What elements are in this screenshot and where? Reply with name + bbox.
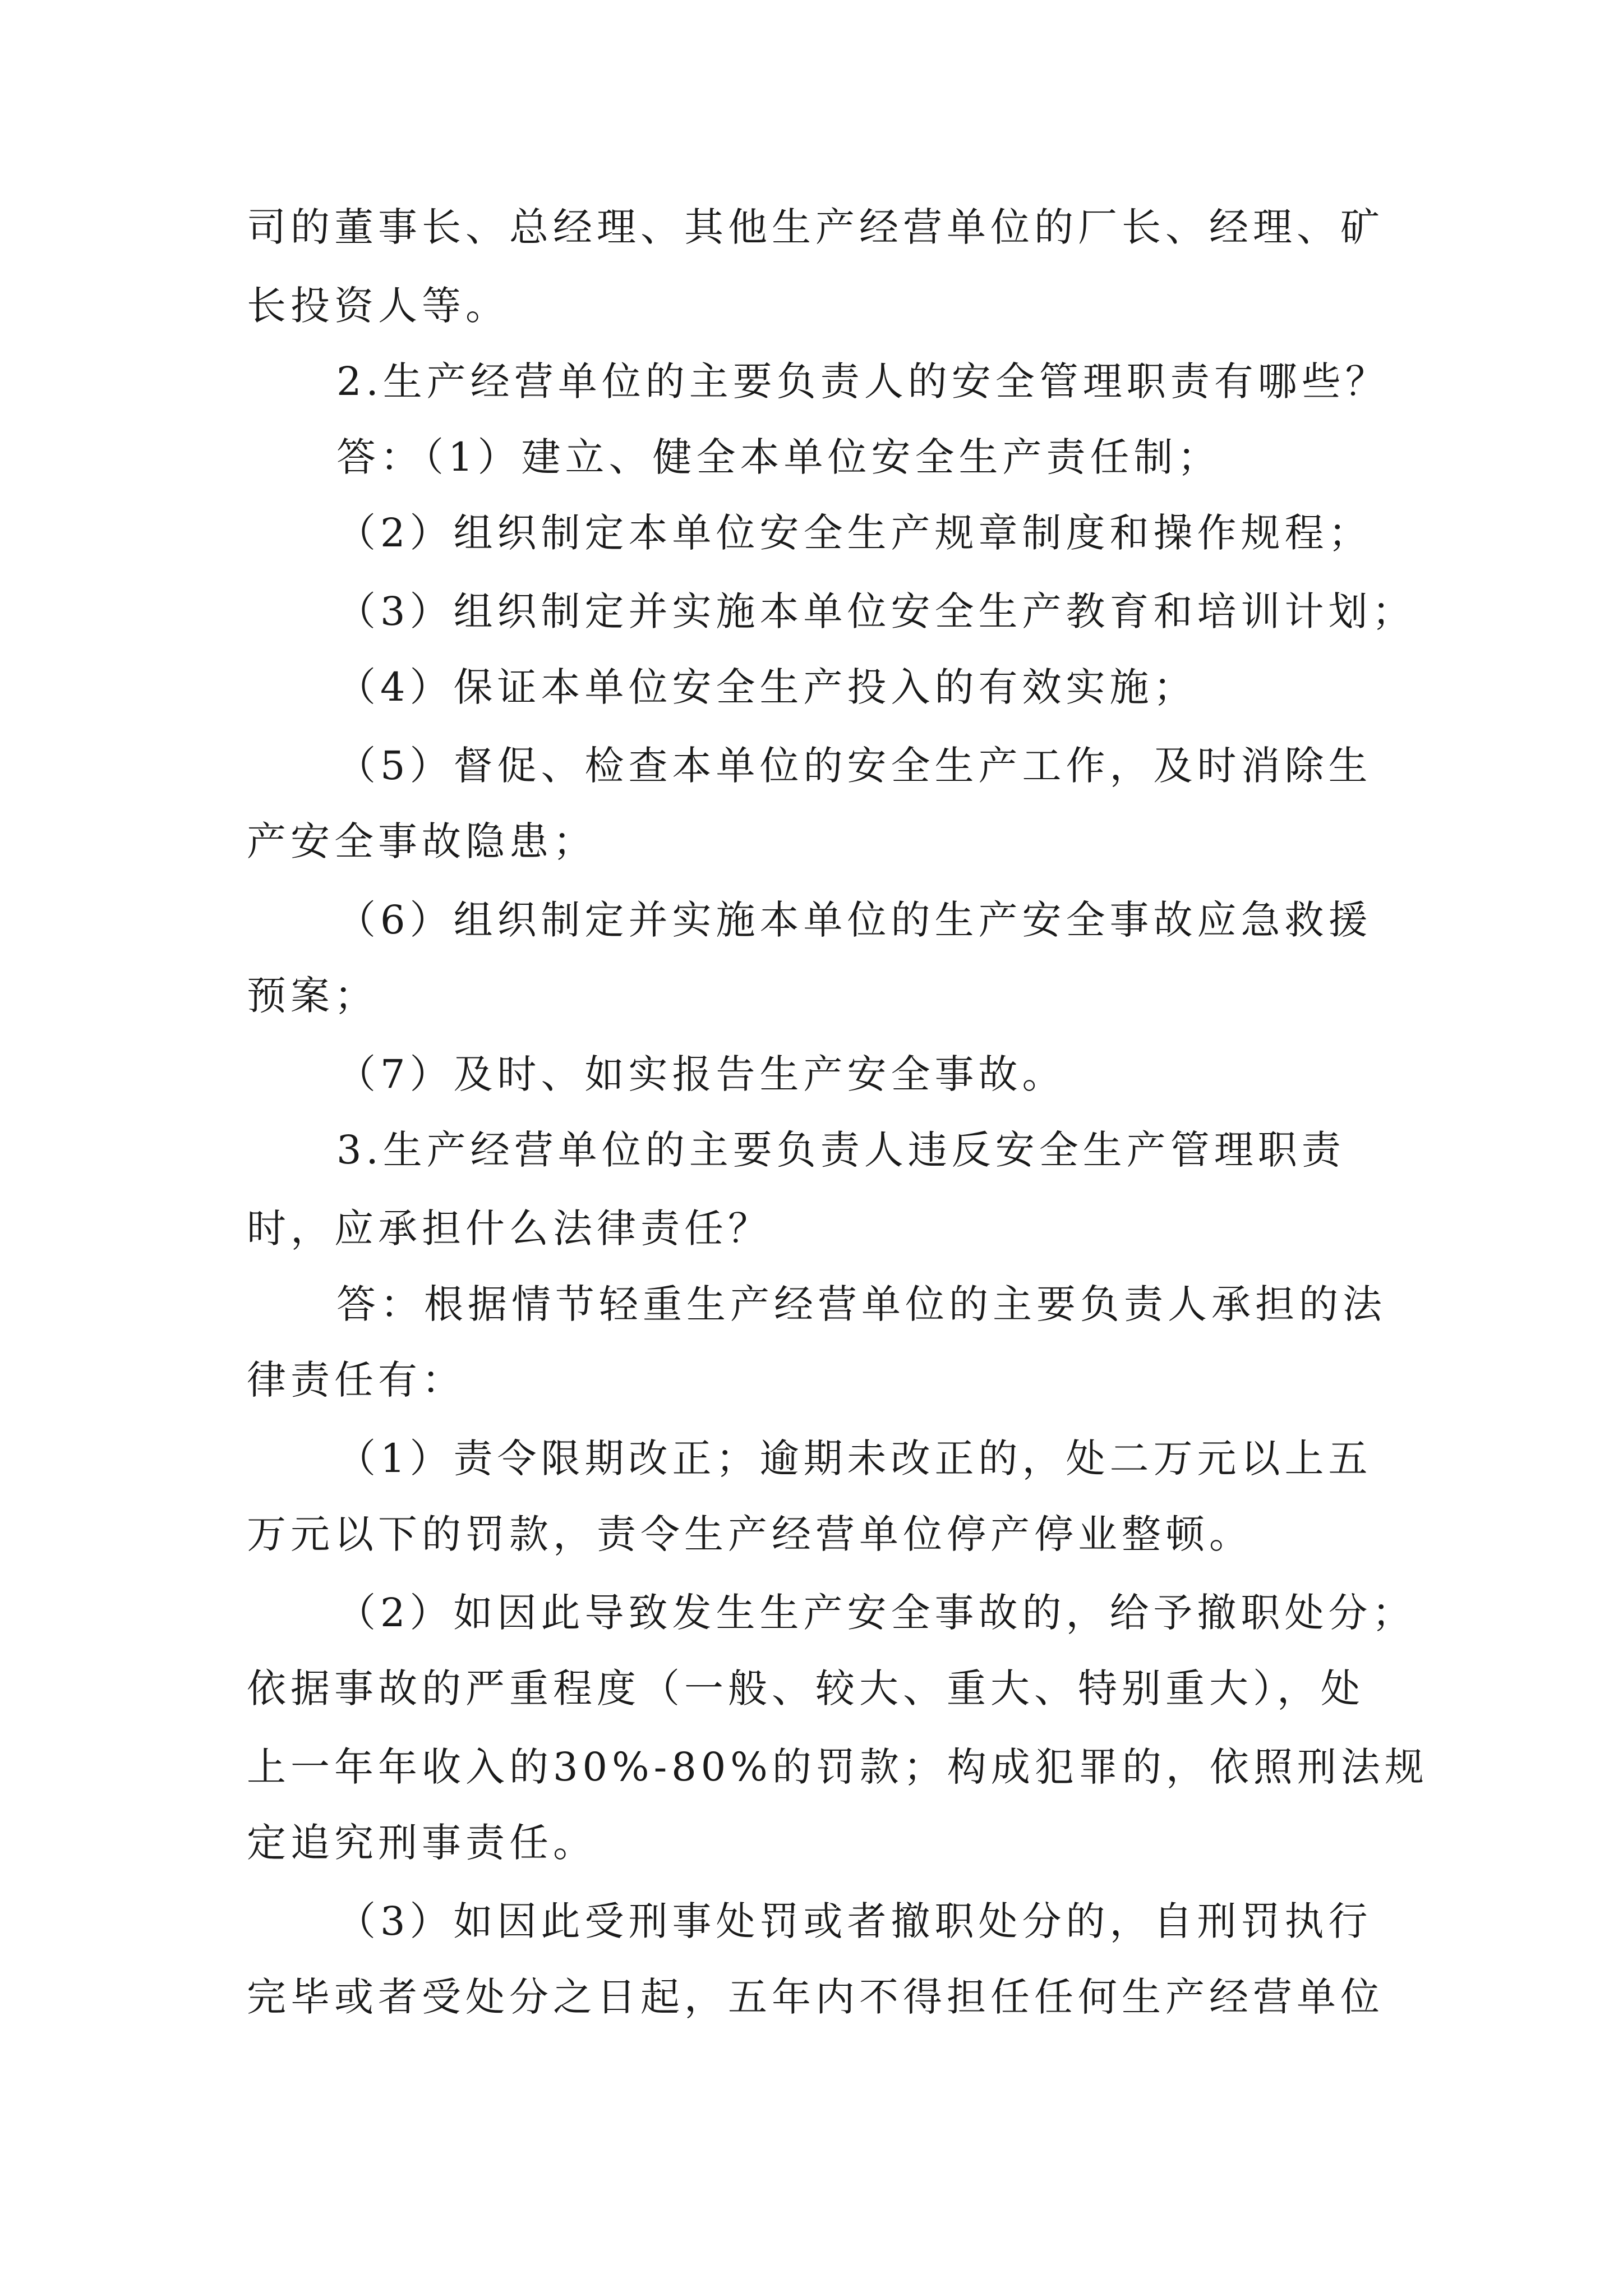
list-item: （2）如因此导致发生生产安全事故的，给予撤职处分；	[336, 1590, 1416, 1636]
list-item: （1）责令限期改正；逾期未改正的，处二万元以上五	[336, 1435, 1372, 1481]
list-item-continuation: 产安全事故隐患；	[247, 818, 597, 864]
list-item: （7）及时、如实报告生产安全事故。	[336, 1051, 1066, 1097]
text-line: 长投资人等。	[247, 283, 509, 329]
question-heading: 2.生产经营单位的主要负责人的安全管理职责有哪些？	[336, 358, 1389, 404]
list-item: （5）督促、检查本单位的安全生产工作，及时消除生	[336, 743, 1372, 789]
list-item-continuation: 定追究刑事责任。	[247, 1820, 597, 1866]
answer-line: 答：根据情节轻重生产经营单位的主要负责人承担的法	[336, 1281, 1386, 1327]
list-item: （3）如因此受刑事处罚或者撤职处分的，自刑罚执行	[336, 1898, 1372, 1944]
list-item: （2）组织制定本单位安全生产规章制度和操作规程；	[336, 510, 1372, 556]
list-item: （4）保证本单位安全生产投入的有效实施；	[336, 664, 1197, 710]
list-item-continuation: 依据事故的严重程度（一般、较大、重大、特别重大），处	[247, 1665, 1364, 1711]
answer-line-continuation: 律责任有：	[247, 1357, 465, 1403]
question-heading-continuation: 时，应承担什么法律责任？	[247, 1205, 772, 1251]
question-heading: 3.生产经营单位的主要负责人违反安全生产管理职责	[336, 1127, 1345, 1173]
text-line: 司的董事长、总经理、其他生产经营单位的厂长、经理、矿	[247, 204, 1384, 250]
list-item-continuation: 完毕或者受处分之日起，五年内不得担任任何生产经营单位	[247, 1974, 1384, 2020]
answer-line: 答：（1）建立、健全本单位安全生产责任制；	[336, 434, 1221, 480]
list-item-continuation: 上一年年收入的30%-80%的罚款；构成犯罪的，依照刑法规	[247, 1744, 1428, 1790]
list-item-continuation: 预案；	[247, 973, 378, 1019]
list-item: （3）组织制定并实施本单位安全生产教育和培训计划；	[336, 588, 1416, 634]
list-item: （6）组织制定并实施本单位的生产安全事故应急救援	[336, 897, 1372, 943]
list-item-continuation: 万元以下的罚款，责令生产经营单位停产停业整顿。	[247, 1511, 1253, 1557]
